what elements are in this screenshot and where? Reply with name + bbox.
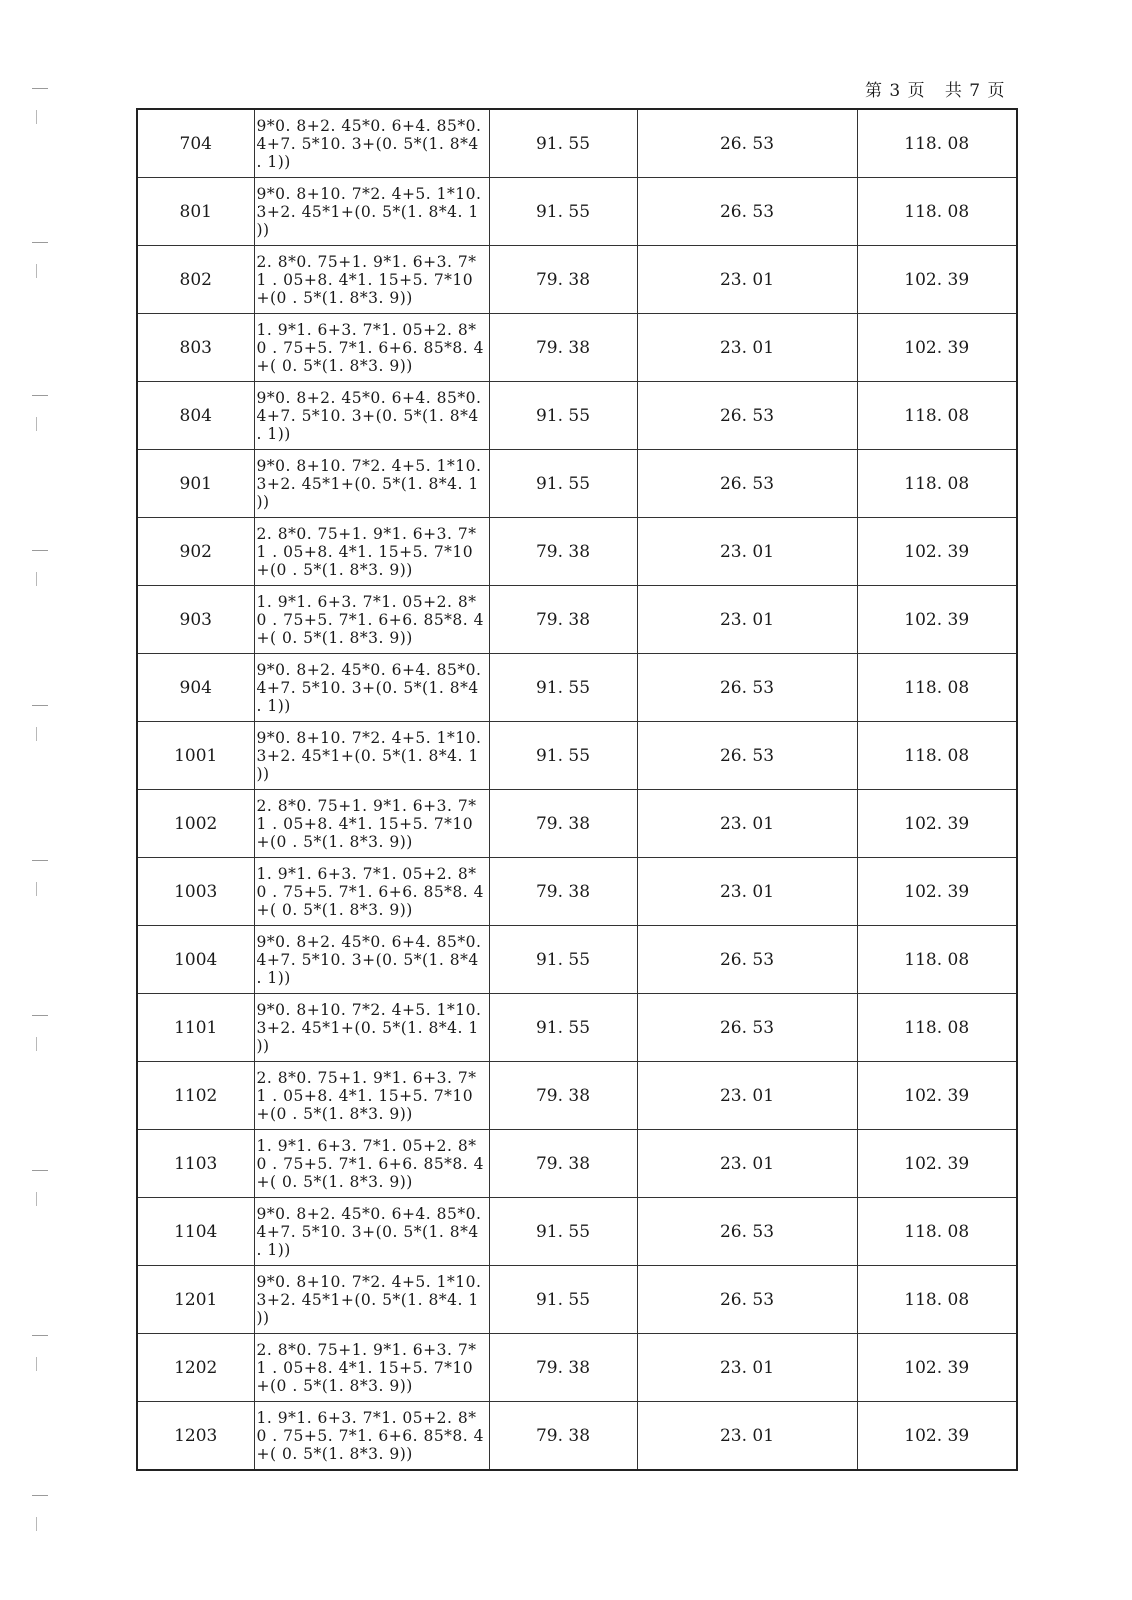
room-number-cell: 1104	[137, 1198, 254, 1266]
binding-mark	[36, 882, 37, 896]
shared-area-cell: 23. 01	[637, 1334, 857, 1402]
total-area-cell: 102. 39	[857, 518, 1017, 586]
room-number-cell: 704	[137, 109, 254, 178]
binding-mark	[32, 395, 48, 396]
total-area-cell: 118. 08	[857, 382, 1017, 450]
binding-mark	[32, 705, 48, 706]
total-area-cell: 102. 39	[857, 246, 1017, 314]
area-formula-cell: 2. 8*0. 75+1. 9*1. 6+3. 7*1 . 05+8. 4*1. 15+5. 7*10+(0 . 5*(1. 8*3. 9))	[254, 790, 489, 858]
page-total: 共 7 页	[944, 81, 1006, 101]
area-formula-cell: 1. 9*1. 6+3. 7*1. 05+2. 8*0 . 75+5. 7*1. 6+6. 85*8. 4+( 0. 5*(1. 8*3. 9))	[254, 1402, 489, 1471]
table-row	[137, 926, 1017, 994]
area-value-cell: 79. 38	[489, 1402, 637, 1471]
total-area-cell: 102. 39	[857, 790, 1017, 858]
total-area-cell: 118. 08	[857, 654, 1017, 722]
binding-mark	[36, 727, 37, 741]
area-value-cell: 79. 38	[489, 1062, 637, 1130]
table-row	[137, 109, 1017, 178]
area-formula-cell: 9*0. 8+10. 7*2. 4+5. 1*10. 3+2. 45*1+(0. 5*(1. 8*4. 1 ))	[254, 178, 489, 246]
total-area-cell: 118. 08	[857, 722, 1017, 790]
room-number-cell: 903	[137, 586, 254, 654]
area-formula-cell: 9*0. 8+2. 45*0. 6+4. 85*0. 4+7. 5*10. 3+(0. 5*(1. 8*4 . 1))	[254, 109, 489, 178]
room-number-cell: 1102	[137, 1062, 254, 1130]
binding-mark	[32, 860, 48, 861]
shared-area-cell: 23. 01	[637, 1062, 857, 1130]
binding-mark	[32, 88, 48, 89]
area-formula-cell: 9*0. 8+10. 7*2. 4+5. 1*10. 3+2. 45*1+(0. 5*(1. 8*4. 1 ))	[254, 994, 489, 1062]
area-formula-cell: 9*0. 8+10. 7*2. 4+5. 1*10. 3+2. 45*1+(0. 5*(1. 8*4. 1 ))	[254, 1266, 489, 1334]
room-number-cell: 1101	[137, 994, 254, 1062]
total-area-cell: 118. 08	[857, 1198, 1017, 1266]
area-formula-cell: 9*0. 8+2. 45*0. 6+4. 85*0. 4+7. 5*10. 3+(0. 5*(1. 8*4 . 1))	[254, 926, 489, 994]
binding-mark	[36, 110, 37, 124]
total-area-cell: 102. 39	[857, 586, 1017, 654]
shared-area-cell: 26. 53	[637, 382, 857, 450]
table-row	[137, 1198, 1017, 1266]
area-formula-cell: 9*0. 8+10. 7*2. 4+5. 1*10. 3+2. 45*1+(0. 5*(1. 8*4. 1 ))	[254, 722, 489, 790]
shared-area-cell: 23. 01	[637, 314, 857, 382]
binding-mark	[32, 550, 48, 551]
area-value-cell: 79. 38	[489, 314, 637, 382]
room-number-cell: 1002	[137, 790, 254, 858]
shared-area-cell: 26. 53	[637, 654, 857, 722]
area-formula-cell: 9*0. 8+2. 45*0. 6+4. 85*0. 4+7. 5*10. 3+(0. 5*(1. 8*4 . 1))	[254, 1198, 489, 1266]
table-row	[137, 1062, 1017, 1130]
table-row	[137, 1334, 1017, 1402]
shared-area-cell: 26. 53	[637, 1198, 857, 1266]
shared-area-cell: 23. 01	[637, 790, 857, 858]
table-body	[137, 109, 1017, 1470]
area-value-cell: 79. 38	[489, 518, 637, 586]
table-row	[137, 314, 1017, 382]
total-area-cell: 118. 08	[857, 450, 1017, 518]
room-number-cell: 1203	[137, 1402, 254, 1471]
area-formula-cell: 2. 8*0. 75+1. 9*1. 6+3. 7*1 . 05+8. 4*1. 15+5. 7*10+(0 . 5*(1. 8*3. 9))	[254, 1334, 489, 1402]
binding-mark	[36, 264, 37, 278]
room-number-cell: 1003	[137, 858, 254, 926]
binding-mark	[36, 1037, 37, 1051]
shared-area-cell: 26. 53	[637, 178, 857, 246]
binding-mark	[36, 1357, 37, 1371]
room-number-cell: 1202	[137, 1334, 254, 1402]
room-number-cell: 801	[137, 178, 254, 246]
room-number-cell: 1001	[137, 722, 254, 790]
total-area-cell: 102. 39	[857, 1402, 1017, 1471]
binding-mark	[36, 1517, 37, 1531]
area-formula-cell: 9*0. 8+10. 7*2. 4+5. 1*10. 3+2. 45*1+(0. 5*(1. 8*4. 1 ))	[254, 450, 489, 518]
total-area-cell: 102. 39	[857, 1130, 1017, 1198]
area-value-cell: 91. 55	[489, 994, 637, 1062]
room-number-cell: 1103	[137, 1130, 254, 1198]
area-value-cell: 79. 38	[489, 790, 637, 858]
table-row	[137, 518, 1017, 586]
area-value-cell: 91. 55	[489, 450, 637, 518]
area-value-cell: 79. 38	[489, 1130, 637, 1198]
total-area-cell: 102. 39	[857, 858, 1017, 926]
area-value-cell: 91. 55	[489, 926, 637, 994]
area-value-cell: 79. 38	[489, 246, 637, 314]
shared-area-cell: 23. 01	[637, 1402, 857, 1471]
shared-area-cell: 26. 53	[637, 722, 857, 790]
area-value-cell: 91. 55	[489, 1198, 637, 1266]
total-area-cell: 118. 08	[857, 994, 1017, 1062]
area-formula-cell: 9*0. 8+2. 45*0. 6+4. 85*0. 4+7. 5*10. 3+(0. 5*(1. 8*4 . 1))	[254, 654, 489, 722]
shared-area-cell: 23. 01	[637, 518, 857, 586]
total-area-cell: 102. 39	[857, 1062, 1017, 1130]
area-formula-cell: 2. 8*0. 75+1. 9*1. 6+3. 7*1 . 05+8. 4*1. 15+5. 7*10+(0 . 5*(1. 8*3. 9))	[254, 518, 489, 586]
area-value-cell: 91. 55	[489, 722, 637, 790]
binding-mark	[32, 1335, 48, 1336]
table-row	[137, 1130, 1017, 1198]
shared-area-cell: 23. 01	[637, 586, 857, 654]
room-number-cell: 804	[137, 382, 254, 450]
area-value-cell: 79. 38	[489, 858, 637, 926]
area-formula-cell: 2. 8*0. 75+1. 9*1. 6+3. 7*1 . 05+8. 4*1. 15+5. 7*10+(0 . 5*(1. 8*3. 9))	[254, 1062, 489, 1130]
binding-mark	[32, 1015, 48, 1016]
area-value-cell: 91. 55	[489, 178, 637, 246]
page-number-header	[865, 76, 1005, 101]
area-value-cell: 79. 38	[489, 586, 637, 654]
table-row	[137, 994, 1017, 1062]
area-value-cell: 91. 55	[489, 1266, 637, 1334]
total-area-cell: 102. 39	[857, 314, 1017, 382]
table-row	[137, 790, 1017, 858]
table-row	[137, 450, 1017, 518]
table-row	[137, 858, 1017, 926]
room-number-cell: 802	[137, 246, 254, 314]
total-area-cell: 118. 08	[857, 178, 1017, 246]
binding-mark	[36, 417, 37, 431]
total-area-cell: 118. 08	[857, 1266, 1017, 1334]
area-calculation-table	[136, 108, 1018, 1471]
shared-area-cell: 26. 53	[637, 926, 857, 994]
table-row	[137, 1402, 1017, 1471]
area-value-cell: 79. 38	[489, 1334, 637, 1402]
table-row	[137, 382, 1017, 450]
area-formula-cell: 1. 9*1. 6+3. 7*1. 05+2. 8*0 . 75+5. 7*1. 6+6. 85*8. 4+( 0. 5*(1. 8*3. 9))	[254, 314, 489, 382]
area-value-cell: 91. 55	[489, 109, 637, 178]
binding-mark	[32, 1495, 48, 1496]
room-number-cell: 1004	[137, 926, 254, 994]
area-value-cell: 91. 55	[489, 382, 637, 450]
room-number-cell: 803	[137, 314, 254, 382]
room-number-cell: 904	[137, 654, 254, 722]
area-formula-cell: 1. 9*1. 6+3. 7*1. 05+2. 8*0 . 75+5. 7*1. 6+6. 85*8. 4+( 0. 5*(1. 8*3. 9))	[254, 1130, 489, 1198]
binding-mark	[32, 242, 48, 243]
area-value-cell: 91. 55	[489, 654, 637, 722]
shared-area-cell: 23. 01	[637, 1130, 857, 1198]
room-number-cell: 901	[137, 450, 254, 518]
total-area-cell: 118. 08	[857, 109, 1017, 178]
table-row	[137, 586, 1017, 654]
shared-area-cell: 26. 53	[637, 109, 857, 178]
area-formula-cell: 1. 9*1. 6+3. 7*1. 05+2. 8*0 . 75+5. 7*1. 6+6. 85*8. 4+( 0. 5*(1. 8*3. 9))	[254, 858, 489, 926]
table-row	[137, 178, 1017, 246]
binding-mark	[32, 1170, 48, 1171]
area-formula-cell: 1. 9*1. 6+3. 7*1. 05+2. 8*0 . 75+5. 7*1. 6+6. 85*8. 4+( 0. 5*(1. 8*3. 9))	[254, 586, 489, 654]
area-formula-cell: 2. 8*0. 75+1. 9*1. 6+3. 7*1 . 05+8. 4*1. 15+5. 7*10+(0 . 5*(1. 8*3. 9))	[254, 246, 489, 314]
shared-area-cell: 26. 53	[637, 994, 857, 1062]
total-area-cell: 118. 08	[857, 926, 1017, 994]
area-formula-cell: 9*0. 8+2. 45*0. 6+4. 85*0. 4+7. 5*10. 3+(0. 5*(1. 8*4 . 1))	[254, 382, 489, 450]
shared-area-cell: 26. 53	[637, 450, 857, 518]
room-number-cell: 902	[137, 518, 254, 586]
shared-area-cell: 23. 01	[637, 246, 857, 314]
table-row	[137, 1266, 1017, 1334]
table-row	[137, 722, 1017, 790]
shared-area-cell: 26. 53	[637, 1266, 857, 1334]
total-area-cell: 102. 39	[857, 1334, 1017, 1402]
binding-mark	[36, 1192, 37, 1206]
table-row	[137, 246, 1017, 314]
page-current: 第 3 页	[865, 81, 926, 101]
binding-mark	[36, 572, 37, 586]
room-number-cell: 1201	[137, 1266, 254, 1334]
shared-area-cell: 23. 01	[637, 858, 857, 926]
table-row	[137, 654, 1017, 722]
